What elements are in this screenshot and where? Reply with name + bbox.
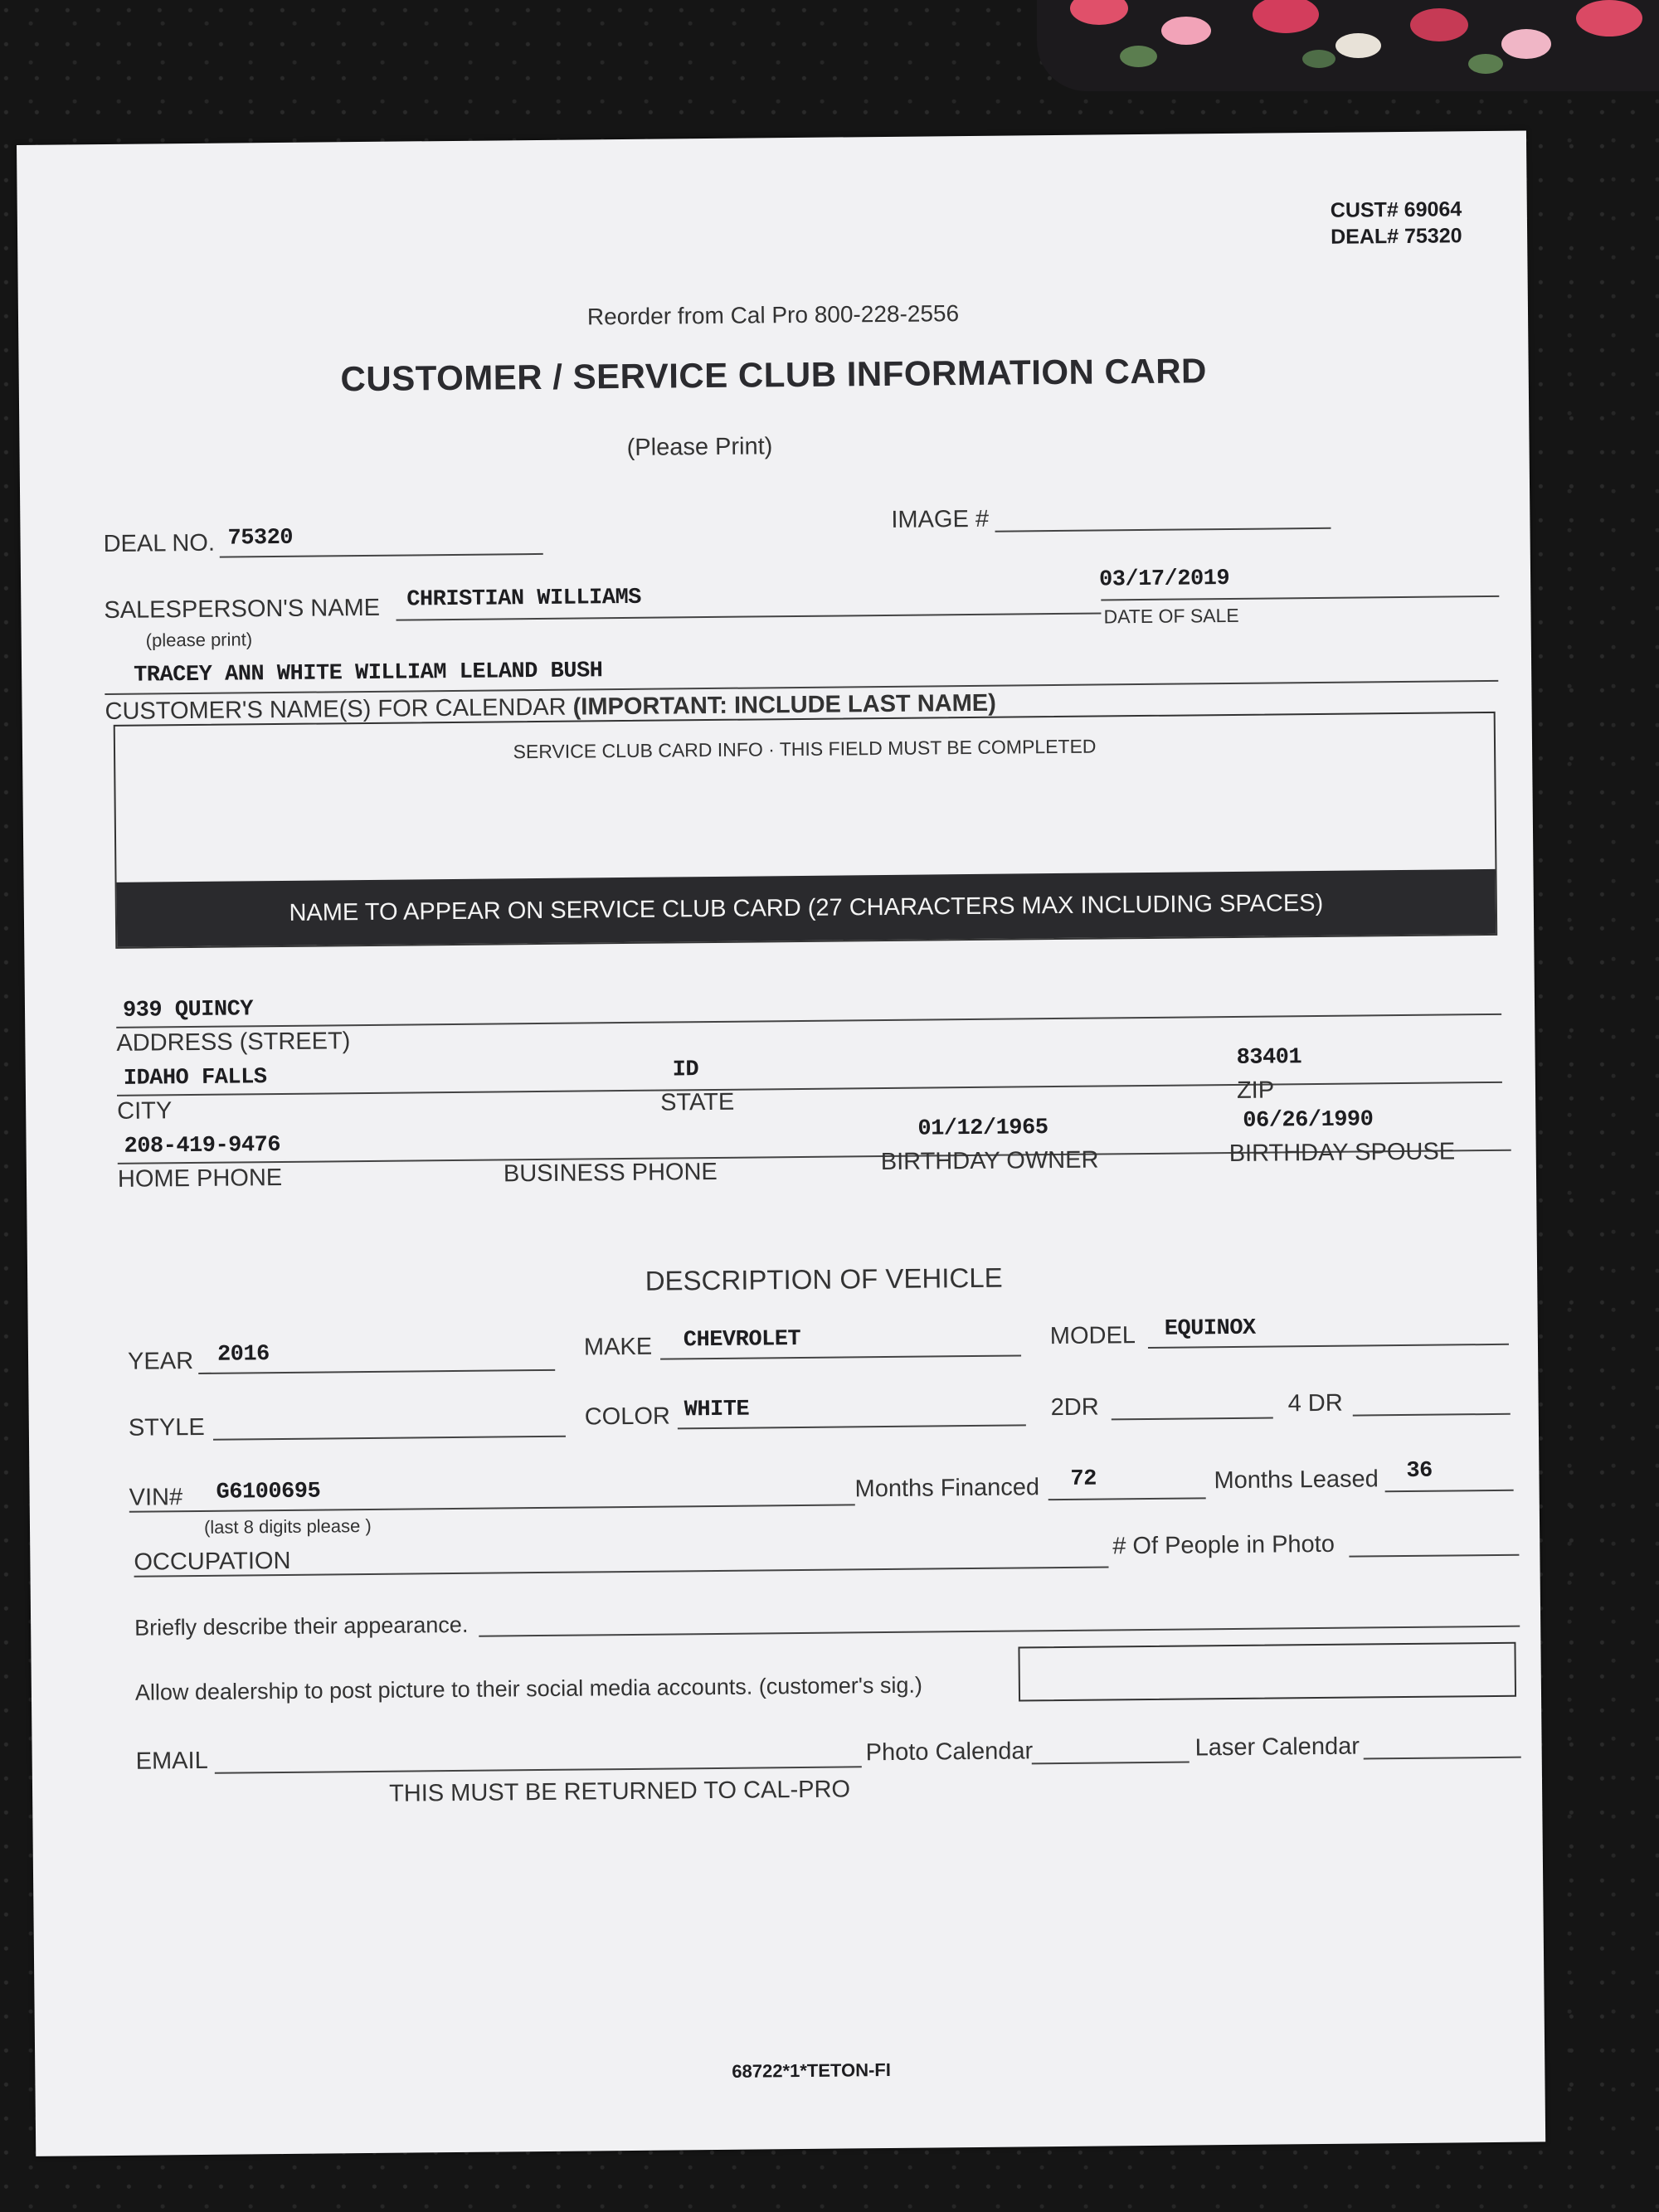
deal-no-label: DEAL NO.	[103, 529, 216, 558]
vin-note: (last 8 digits please )	[203, 1514, 372, 1538]
birthday-owner-value: 01/12/1965	[917, 1116, 1048, 1142]
email-field[interactable]	[215, 1766, 862, 1773]
deal-number-top: DEAL# 75320	[1331, 224, 1462, 249]
two-door-field[interactable]	[1112, 1417, 1273, 1421]
year-label: YEAR	[127, 1348, 194, 1375]
home-phone-label: HOME PHONE	[117, 1164, 283, 1193]
two-door-label: 2DR	[1050, 1393, 1099, 1422]
months-financed-value: 72	[1070, 1466, 1097, 1492]
city-label: CITY	[117, 1097, 173, 1125]
street-label: ADDRESS (STREET)	[116, 1028, 351, 1057]
photo-calendar-field[interactable]	[1032, 1762, 1190, 1765]
state-label: STATE	[659, 1088, 735, 1116]
please-print-note: (Please Print)	[626, 433, 773, 461]
make-field[interactable]	[660, 1354, 1021, 1359]
vin-value: G6100695	[216, 1479, 321, 1505]
form-title: CUSTOMER / SERVICE CLUB INFORMATION CARD	[340, 351, 1208, 399]
style-field[interactable]	[213, 1436, 566, 1441]
business-phone-label: BUSINESS PHONE	[503, 1158, 718, 1188]
birthday-spouse-label: BIRTHDAY SPOUSE	[1228, 1138, 1456, 1168]
please-print-small: (please print)	[145, 629, 253, 651]
zip-value: 83401	[1236, 1045, 1302, 1071]
deal-no-field[interactable]	[220, 553, 543, 558]
street-value: 939 QUINCY	[122, 997, 254, 1023]
months-leased-field[interactable]	[1385, 1490, 1514, 1492]
occupation-label: OCCUPATION	[134, 1547, 291, 1576]
cust-number: CUST# 69064	[1330, 197, 1462, 222]
street-field[interactable]	[116, 1014, 1501, 1028]
state-value: ID	[672, 1057, 699, 1083]
color-field[interactable]	[678, 1424, 1026, 1429]
floral-fabric	[1037, 0, 1659, 91]
model-value: EQUINOX	[1164, 1315, 1256, 1342]
birthday-owner-label: BIRTHDAY OWNER	[880, 1146, 1099, 1176]
customer-signature-box[interactable]	[1018, 1642, 1516, 1702]
service-club-box[interactable]	[114, 712, 1498, 949]
model-label: MODEL	[1049, 1322, 1136, 1350]
style-label: STYLE	[128, 1413, 205, 1441]
information-card	[17, 131, 1545, 2156]
service-club-box-title: SERVICE CLUB CARD INFO · THIS FIELD MUST BE COMPLETED	[513, 735, 1097, 763]
email-label: EMAIL	[135, 1747, 208, 1775]
appearance-label: Briefly describe their appearance.	[134, 1612, 469, 1641]
date-of-sale-label: DATE OF SALE	[1103, 604, 1239, 628]
city-state-zip-field[interactable]	[117, 1082, 1502, 1096]
image-no-field[interactable]	[995, 527, 1331, 532]
year-value: 2016	[216, 1342, 270, 1368]
model-field[interactable]	[1148, 1344, 1509, 1349]
months-leased-value: 36	[1406, 1458, 1433, 1484]
date-of-sale-field[interactable]	[1101, 596, 1499, 601]
social-media-label: Allow dealership to post picture to their social media accounts. (customer's sig.)	[134, 1672, 923, 1705]
laser-calendar-field[interactable]	[1364, 1757, 1521, 1760]
vehicle-heading: DESCRIPTION OF VEHICLE	[645, 1262, 1003, 1296]
birthday-spouse-value: 06/26/1990	[1243, 1107, 1374, 1134]
home-phone-value: 208-419-9476	[124, 1133, 281, 1159]
color-label: COLOR	[584, 1403, 671, 1431]
salesperson-label: SALESPERSON'S NAME	[104, 594, 381, 625]
service-club-name-bar: NAME TO APPEAR ON SERVICE CLUB CARD (27 CHARACTERS MAX INCLUDING SPACES)	[117, 869, 1496, 947]
months-leased-label: Months Leased	[1214, 1466, 1379, 1495]
salesperson-value: CHRISTIAN WILLIAMS	[406, 585, 642, 613]
city-value: IDAHO FALLS	[123, 1065, 267, 1091]
form-code: 68722*1*TETON-FI	[732, 2059, 892, 2082]
months-financed-field[interactable]	[1048, 1497, 1206, 1500]
make-value: CHEVROLET	[683, 1326, 801, 1354]
four-door-label: 4 DR	[1287, 1389, 1343, 1417]
months-financed-label: Months Financed	[854, 1474, 1040, 1503]
customer-names-value: TRACEY ANN WHITE WILLIAM LELAND BUSH	[134, 659, 603, 688]
zip-label: ZIP	[1236, 1077, 1275, 1104]
date-of-sale-value: 03/17/2019	[1098, 566, 1230, 593]
photo-calendar-label: Photo Calendar	[865, 1738, 1034, 1767]
image-no-label: IMAGE #	[891, 505, 990, 533]
people-in-photo-field[interactable]	[1349, 1554, 1519, 1558]
color-value: WHITE	[684, 1397, 750, 1423]
people-in-photo-label: # Of People in Photo	[1112, 1530, 1335, 1560]
salesperson-field[interactable]	[397, 612, 1102, 620]
vin-field[interactable]	[129, 1504, 855, 1512]
customer-names-important: (IMPORTANT: INCLUDE LAST NAME)	[572, 689, 996, 721]
return-note: THIS MUST BE RETURNED TO CAL-PRO	[388, 1776, 851, 1807]
reorder-note: Reorder from Cal Pro 800-228-2556	[586, 300, 960, 330]
vin-label: VIN#	[129, 1484, 183, 1511]
deal-no-value: 75320	[227, 525, 294, 552]
year-field[interactable]	[198, 1369, 555, 1374]
make-label: MAKE	[583, 1333, 653, 1361]
laser-calendar-label: Laser Calendar	[1194, 1733, 1360, 1762]
appearance-field[interactable]	[479, 1626, 1520, 1637]
customer-names-label-text: CUSTOMER'S NAME(S) FOR CALENDAR	[105, 693, 567, 726]
four-door-field[interactable]	[1353, 1413, 1511, 1417]
